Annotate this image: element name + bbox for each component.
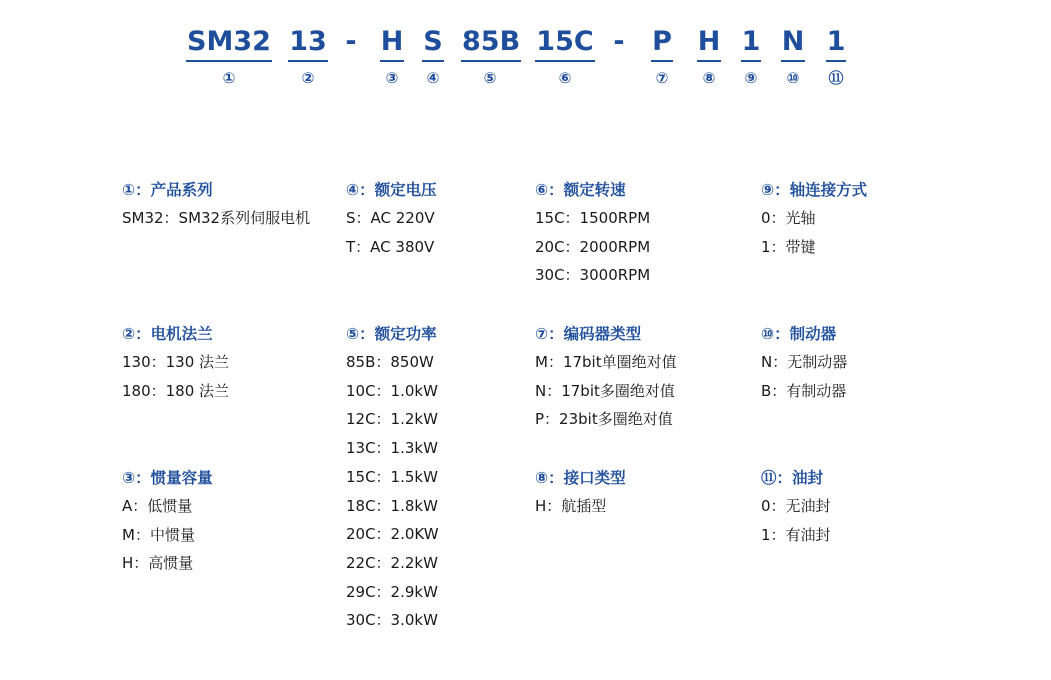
code-index: ④ (426, 69, 440, 87)
code-text: 15C (535, 24, 594, 62)
list-item: 20C：2.0KW (346, 525, 439, 544)
code-segment-brake (778, 24, 808, 87)
list-item: 0：光轴 (761, 209, 816, 227)
group-voltage (346, 179, 437, 261)
code-index: ③ (385, 69, 399, 87)
group-title: ⑧：接口类型 (535, 469, 626, 487)
list-item: 1：有油封 (761, 525, 831, 544)
code-segment-shaft (738, 24, 764, 87)
list-item: 15C：1.5kW (346, 467, 438, 486)
list-item: 180：180 法兰 (122, 381, 230, 400)
code-text: H (380, 24, 405, 62)
code-segment-flange (286, 24, 330, 87)
code-segment-interface (695, 24, 723, 87)
code-segment-power (461, 24, 519, 87)
group-title: ⑨：轴连接方式 (761, 181, 868, 199)
code-segment-speed (535, 24, 595, 87)
code-segment-encoder (648, 24, 676, 87)
code-segment-voltage (419, 24, 447, 87)
list-item: 85B：850W (346, 353, 434, 371)
list-item: 18C：1.8kW (346, 496, 438, 515)
group-title: ①：产品系列 (122, 181, 213, 199)
list-item: H：航插型 (535, 497, 607, 515)
code-text: H (697, 24, 722, 62)
group-title: ⑦：编码器类型 (535, 325, 642, 343)
group-title: ②：电机法兰 (122, 325, 213, 343)
list-item: 22C：2.2kW (346, 553, 438, 572)
code-text: N (781, 24, 806, 62)
code-segment-inertia (378, 24, 406, 87)
list-item: 29C：2.9kW (346, 582, 438, 601)
code-text: - (613, 26, 625, 57)
group-speed (535, 179, 650, 290)
code-text: 1 (826, 24, 847, 62)
code-text: 13 (288, 24, 328, 62)
code-index: ⑧ (702, 69, 716, 87)
group-shaft (761, 179, 867, 261)
group-title: ⑩：制动器 (761, 325, 837, 343)
code-text: 85B (461, 24, 521, 62)
list-item: 12C：1.2kW (346, 410, 438, 429)
code-segment-seal (822, 24, 850, 87)
code-text: 1 (741, 24, 762, 62)
group-title: ⑪：油封 (761, 469, 824, 487)
list-item: 130：130 法兰 (122, 353, 230, 371)
list-item: SM32：SM32系列伺服电机 (122, 209, 311, 227)
group-title: ④：额定电压 (346, 181, 437, 199)
code-index: ① (222, 69, 236, 87)
code-text: P (651, 24, 673, 62)
group-encoder (535, 323, 677, 434)
model-code (0, 24, 1051, 94)
list-item: M：17bit单圈绝对值 (535, 353, 677, 371)
list-item: 13C：1.3kW (346, 439, 438, 458)
list-item: M：中惯量 (122, 525, 195, 544)
list-item: 15C：1500RPM (535, 209, 651, 227)
list-item: B：有制动器 (761, 381, 847, 400)
code-text: SM32 (186, 24, 272, 62)
group-seal (761, 467, 831, 549)
list-item: T：AC 380V (346, 237, 435, 256)
list-item: 1：带键 (761, 237, 816, 256)
group-title: ⑤：额定功率 (346, 325, 437, 343)
group-power (346, 323, 439, 635)
list-item: A：低惯量 (122, 497, 193, 515)
code-text: - (345, 26, 357, 57)
code-index: ⑥ (558, 69, 572, 87)
group-inertia (122, 467, 213, 578)
group-title: ③：惯量容量 (122, 469, 213, 487)
code-index: ⑩ (786, 69, 800, 87)
code-segment-series (186, 24, 272, 87)
list-item: 20C：2000RPM (535, 237, 651, 256)
group-flange (122, 323, 229, 405)
list-item: 0：无油封 (761, 497, 831, 515)
list-item: 10C：1.0kW (346, 381, 438, 400)
list-item: H：高惯量 (122, 554, 194, 573)
group-series (122, 179, 327, 233)
code-text: S (422, 24, 443, 62)
list-item: 30C：3.0kW (346, 611, 438, 630)
code-separator (609, 24, 629, 60)
code-index: ⑦ (655, 69, 669, 87)
group-brake (761, 323, 847, 405)
code-separator (341, 24, 361, 60)
code-index: ⑪ (828, 69, 844, 87)
list-item: P：23bit多圈绝对值 (535, 410, 673, 429)
list-item: S：AC 220V (346, 209, 435, 227)
group-interface (535, 467, 626, 521)
list-item: 30C：3000RPM (535, 266, 651, 285)
code-index: ⑤ (483, 69, 497, 87)
list-item: N：17bit多圈绝对值 (535, 381, 675, 400)
list-item: N：无制动器 (761, 353, 848, 371)
code-index: ② (301, 69, 315, 87)
code-index: ⑨ (744, 69, 758, 87)
group-title: ⑥：额定转速 (535, 181, 626, 199)
